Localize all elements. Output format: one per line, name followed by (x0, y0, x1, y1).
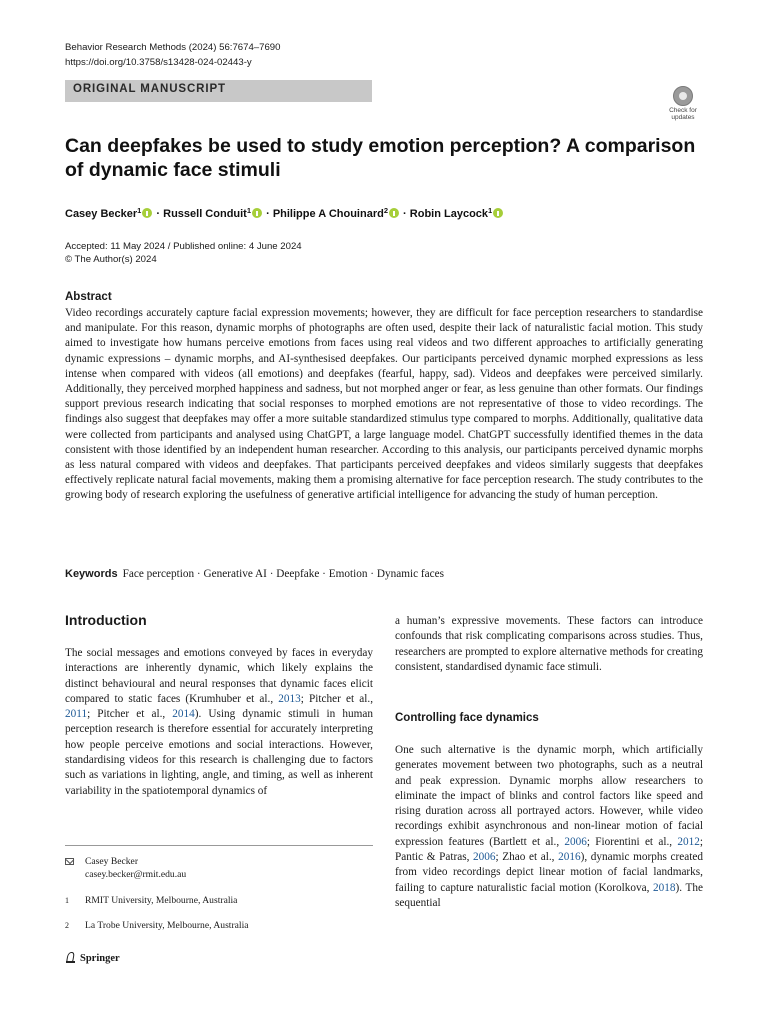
author-name[interactable]: Russell Conduit (163, 208, 247, 220)
author-affiliation-mark: 1 (246, 206, 252, 215)
keywords-text: Face perception · Generative AI · Deepfake · Emotion · Dynamic faces (122, 568, 444, 580)
author-affiliation-mark: 1 (137, 206, 142, 215)
affiliation-text: RMIT University, Melbourne, Australia (85, 895, 238, 906)
footnote-divider (65, 845, 373, 846)
abstract-body: Video recordings accurately capture facial expression movements; however, they are difficult for face perception researchers to standardise and manipulate. For this reason, dynamic morphs of photographs are often used, despite their lack of naturalistic facial motion. This study aimed to investigate how humans perceive emotions from faces using real videos and two different approaches to artificially generating dynamic expressions – dynamic morphs, and AI-synthesised deepfakes. Our participants perceived dynamic morphed expressions as less intense when compared with videos (all emotions) and deepfakes (fearful, happy, sad). Videos and deepfakes were perceived similarly. Additionally, they perceived morphed happiness and sadness, but not morphed anger or fear, as less genuine than other formats. Our findings support previous research indicating that social responses to morphed emotions are not representative of those to video recordings. The findings also suggest that deepfakes may offer a more suitable standardized stimulus type compared to morphs. Additionally, qualitative data were collected from participants and analysed using ChatGPT, a large language model. ChatGPT successfully identified themes in the data consistent with those identified by an independent human researcher. According to this analysis, our participants perceived dynamic morphs as less natural compared with videos and deepfakes. That participants perceived deepfakes and videos similarly suggests that deepfakes effectively replicate natural facial movements, making them a promising alternative for face perception research. The study contributes to the growing body of research exploring the usefulness of generative artificial intelligence for advancing the study of human perception. (65, 307, 703, 502)
author-name[interactable]: Philippe A Chouinard (272, 208, 384, 220)
keywords-line (65, 567, 444, 582)
section-label: ORIGINAL MANUSCRIPT (73, 83, 226, 95)
corresponding-author-email[interactable]: casey.becker@rmit.edu.au (85, 868, 187, 880)
introduction-paragraph: The social messages and emotions conveyed by faces in everyday interactions are inherently dynamic, which likely explains the distinct behavioural and neural responses that dynamic faces elicit compared to static faces (Krumhuber et al., 2013; Pitcher et al., 2011; Pitcher et al., 2014). Using dynamic stimuli in human perception research is therefore essential for accurately interpreting how people perceive emotions and social interactions. However, standardising videos for this research is challenging due to factors such as variations in lighting, angle, and timing, as well as inherent variability in the spatiotemporal dynamics of (65, 647, 374, 797)
author-name[interactable]: Robin Laycock (409, 208, 489, 220)
author-name[interactable]: Casey Becker (65, 208, 138, 220)
orcid-icon[interactable] (389, 208, 399, 218)
check-updates-icon (673, 86, 693, 106)
article-title: Can deepfakes be used to study emotion perception? A comparison of dynamic face stimuli (65, 135, 696, 181)
citation-link[interactable]: 2016 (558, 851, 581, 864)
orcid-icon[interactable] (493, 208, 503, 218)
author-affiliation-mark: 1 (488, 206, 493, 215)
citation-link[interactable]: 2006 (473, 851, 496, 864)
citation-link[interactable]: 2012 (677, 835, 700, 848)
journal-citation: Behavior Research Methods (2024) 56:7674–7690 (65, 42, 281, 53)
controlling-face-dynamics-heading: Controlling face dynamics (395, 712, 539, 724)
springer-horse-icon (65, 952, 76, 964)
citation-link[interactable]: 2018 (653, 881, 676, 894)
affiliation-text: La Trobe University, Melbourne, Australia (85, 919, 249, 931)
envelope-icon (65, 858, 74, 865)
accepted-published-dates: Accepted: 11 May 2024 / Published online: 4 June 2024 (65, 241, 302, 252)
check-for-updates-badge[interactable] (664, 84, 702, 124)
publication-dates (65, 241, 302, 266)
publisher-name: Springer (80, 952, 120, 964)
doi-link[interactable]: https://doi.org/10.3758/s13428-024-02443-y (65, 57, 252, 68)
citation-link[interactable]: 2013 (278, 692, 301, 705)
citation-link[interactable]: 2011 (65, 708, 88, 721)
citation-link[interactable]: 2014 (172, 708, 195, 721)
check-updates-text: Check for updates (669, 107, 697, 121)
section-label-bar (65, 80, 372, 102)
footnotes (65, 856, 373, 932)
author-list: Casey Becker$^1$ · Russell Conduit$^1$ · Philippe A Chouinard$^2$ · Robin Laycock$^1$ (65, 203, 504, 222)
author-affiliation-mark: 2 (383, 206, 388, 215)
abstract-heading: Abstract (65, 291, 112, 303)
keywords-label: Keywords (65, 568, 118, 580)
orcid-icon[interactable] (142, 208, 152, 218)
introduction-paragraph-continued: a human’s expressive movements. These factors can introduce confounds that risk complicating comparisons across studies. Thus, researchers are prompted to explore alternative methods for creating consistent, standardised dynamic face stimuli. (395, 615, 703, 673)
affiliation-item: 2 La Trobe University, Melbourne, Australia (65, 919, 249, 931)
introduction-heading: Introduction (65, 612, 147, 628)
citation-link[interactable]: 2006 (564, 835, 587, 848)
corresponding-author-name: Casey Becker (85, 856, 139, 867)
affiliation-item: 1 RMIT University, Melbourne, Australia (65, 895, 238, 906)
orcid-icon[interactable] (252, 208, 262, 218)
publisher-logo (65, 952, 120, 964)
copyright-notice: © The Author(s) 2024 (65, 253, 157, 265)
journal-header (65, 40, 280, 70)
corresponding-author (65, 856, 373, 881)
controlling-paragraph: One such alternative is the dynamic morph, which artificially generates movement between two photographs, such as a neutral and peak expression. Dynamic morphs allow researchers to eliminate the impact of blinks and control factors like speed and rising duration across all portrayed actors. However, while video recordings exhibit asynchronous and non-linear motion of facial expression features (Bartlett et al., 2006; Fiorentini et al., 2012; Pantic & Patras, 2006; Zhao et al., 2016), dynamic morphs created from video recordings depict linear motion of facial landmarks, failing to capture naturalistic facial motion (Korolkova, 2018). The sequential (395, 744, 703, 909)
